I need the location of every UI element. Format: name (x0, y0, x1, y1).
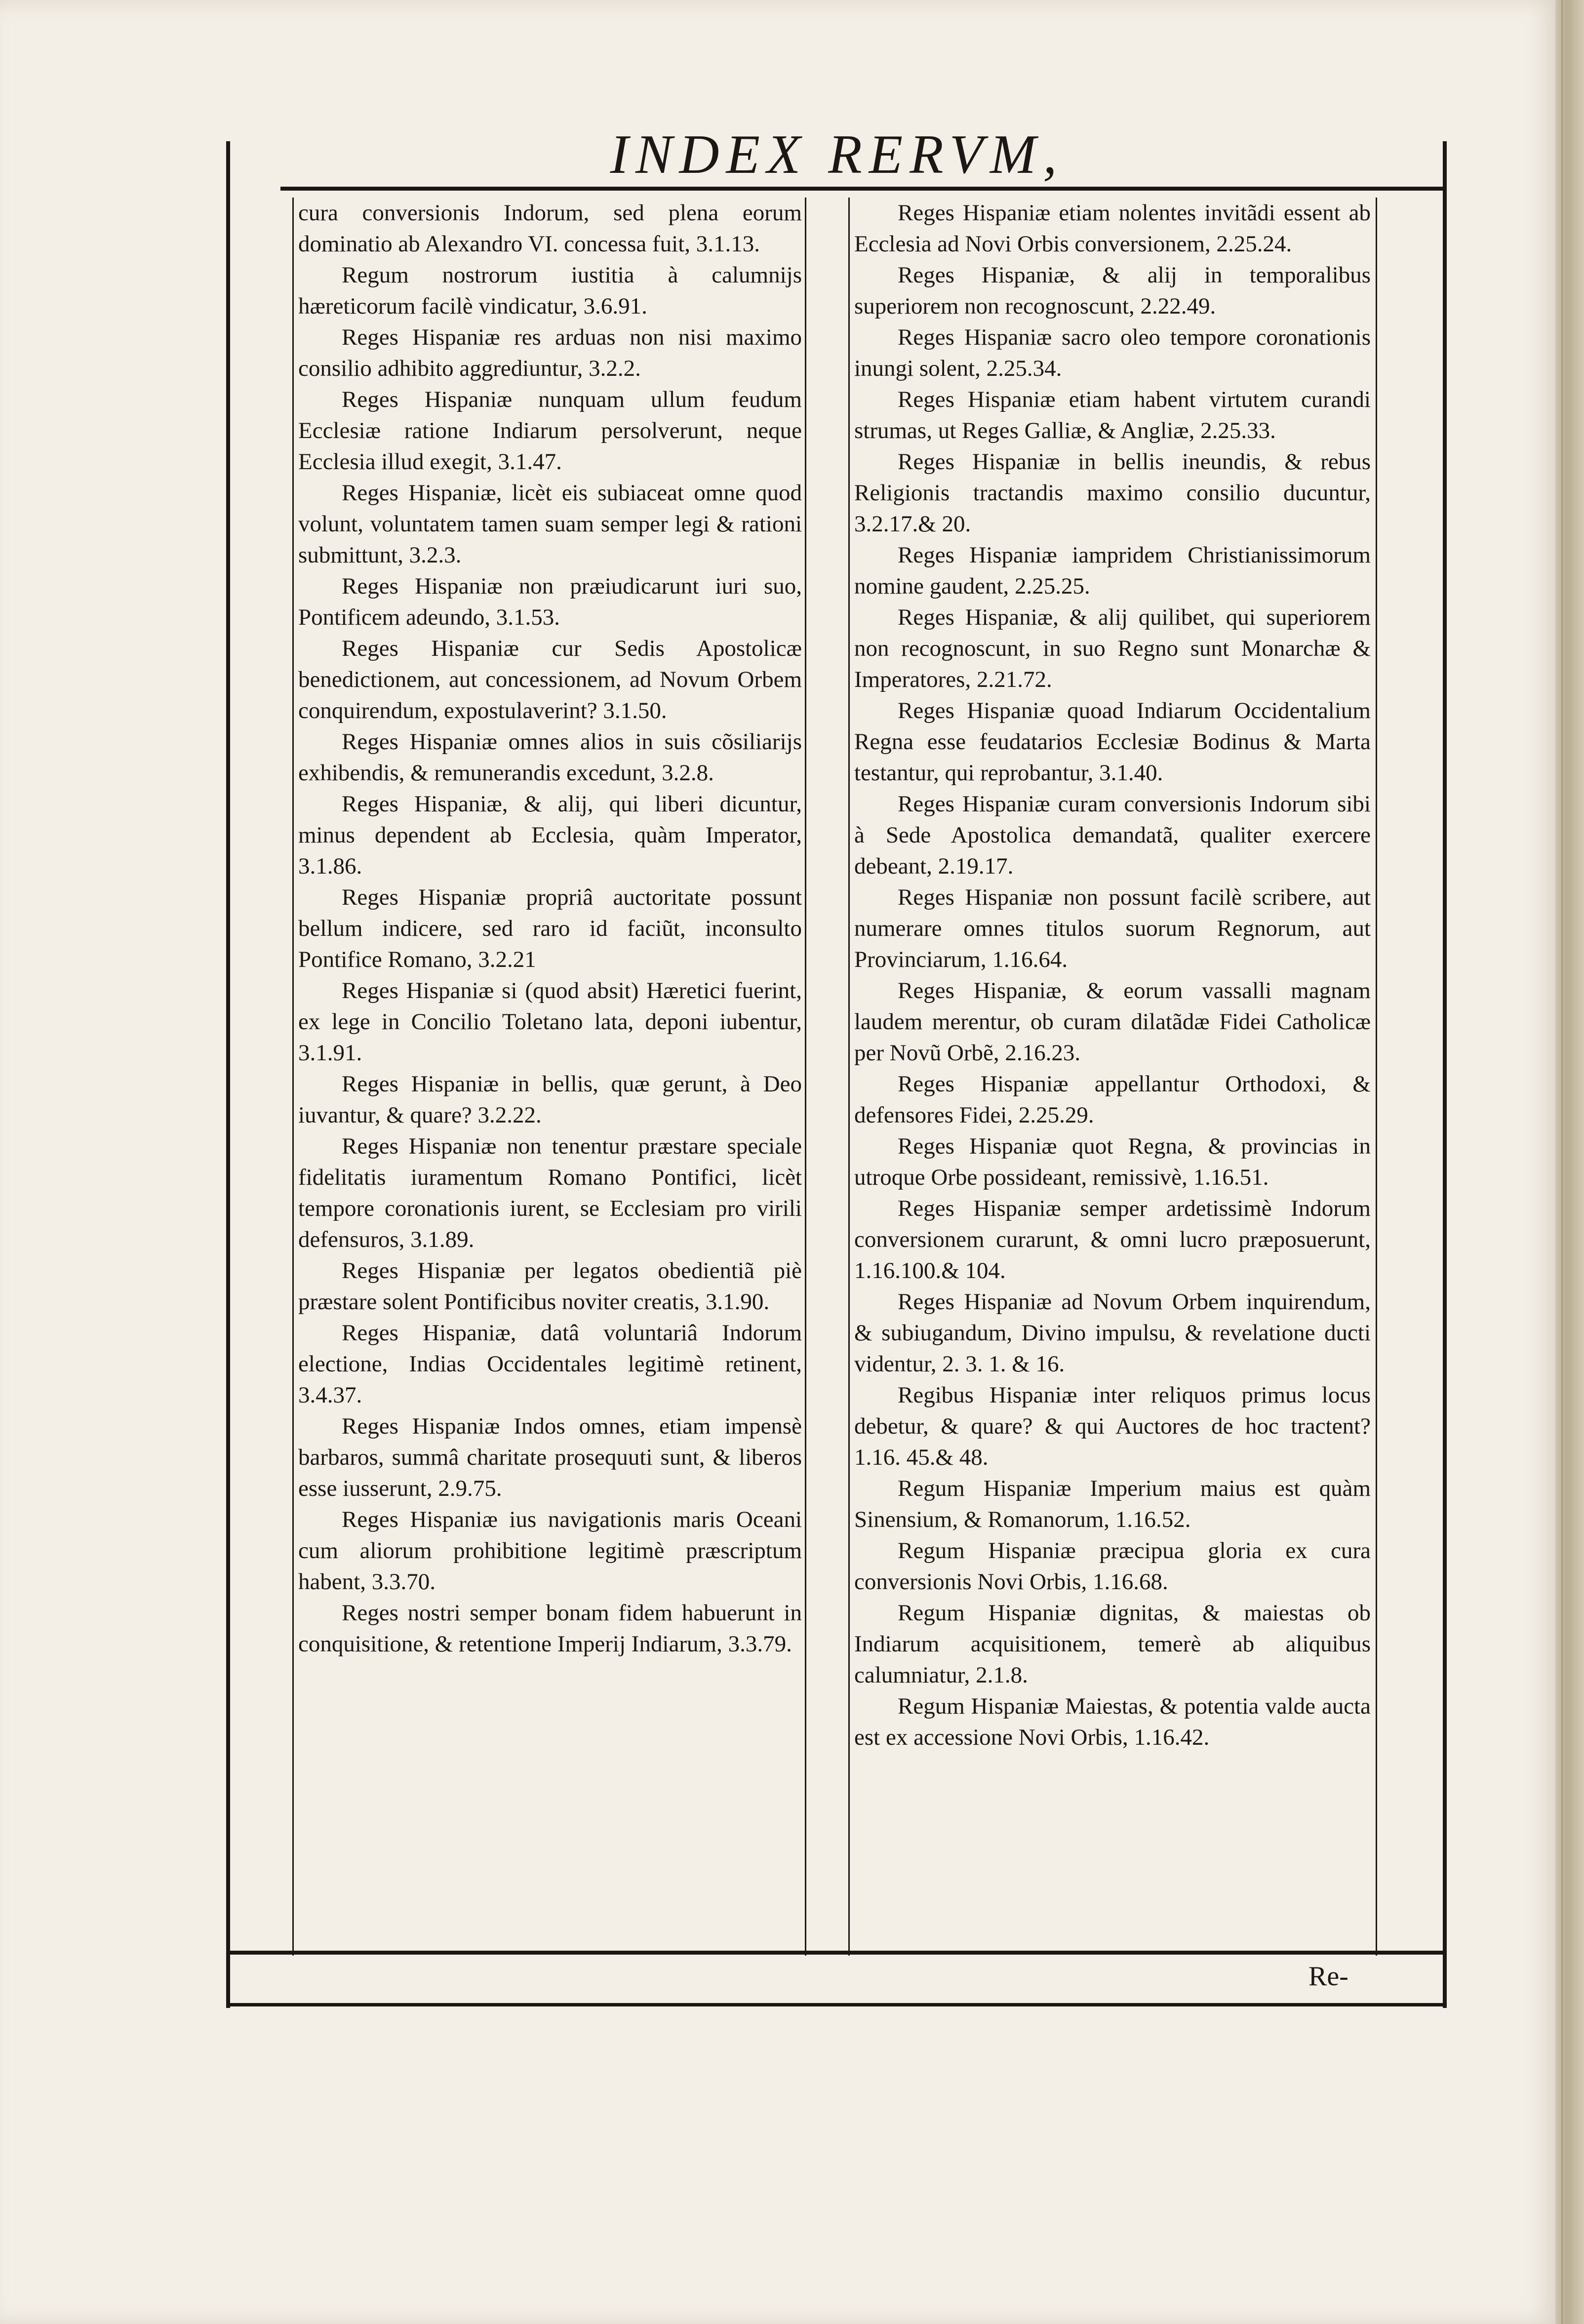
index-entry: Reges Hispaniæ propriâ auctoritate possunt bellum indicere, sed raro id faciũt, inconsulto Pontifice Romano, 3.2.21 (298, 884, 802, 972)
index-entry: Reges Hispaniæ non præiudicarunt iuri suo, Pontificem adeundo, 3.1.53. (298, 573, 802, 630)
index-entry: Reges Hispaniæ etiam nolentes invitãdi essent ab Ecclesia ad Novi Orbis conversionem, 2.25.24. (854, 200, 1371, 257)
index-entry: Reges Hispaniæ, licèt eis subiaceat omne quod volunt, voluntatem tamen suam semper legi & rationi submittunt, 3.2.3. (298, 480, 802, 568)
index-entry: Reges Hispaniæ semper ardetissimè Indorum conversionem curarunt, & omni lucro præposuerunt, 1.16.100.& 104. (854, 1196, 1371, 1283)
index-entry: Reges Hispaniæ, datâ voluntariâ Indorum electione, Indias Occidentales legitimè retinent, 3.4.37. (298, 1320, 802, 1408)
index-entry: Regum Hispaniæ Maiestas, & potentia valde aucta est ex accessione Novi Orbis, 1.16.42. (854, 1693, 1371, 1750)
index-entry: Reges Hispaniæ ius navigationis maris Oceani cum aliorum prohibitione legitimè præscriptum habent, 3.3.70. (298, 1507, 802, 1595)
frame-bottom-rule (226, 1951, 1447, 1955)
frame-right-rule (1443, 141, 1447, 2008)
index-entry: Reges Hispaniæ, & alij quilibet, qui superiorem non recognoscunt, in suo Regno sunt Monarchæ & Imperatores, 2.21.72. (854, 604, 1371, 692)
index-entry: Reges Hispaniæ omnes alios in suis cõsiliarijs exhibendis, & remunerandis excedunt, 3.2.8. (298, 729, 802, 786)
index-entry: Reges Hispaniæ Indos omnes, etiam impensè barbaros, summâ charitate prosequuti sunt, & liberos esse iusserunt, 2.9.75. (298, 1413, 802, 1501)
index-entry: Regum nostrorum iustitia à calumnijs hæreticorum facilè vindicatur, 3.6.91. (298, 262, 802, 319)
index-entry: Reges Hispaniæ appellantur Orthodoxi, & defensores Fidei, 2.25.29. (854, 1071, 1371, 1128)
frame-left-rule (226, 141, 230, 2008)
left-column-right-rule (805, 198, 806, 1956)
index-entry: Reges Hispaniæ res arduas non nisi maximo consilio adhibito aggrediuntur, 3.2.2. (298, 324, 802, 381)
index-entry: Reges Hispaniæ in bellis, quæ gerunt, à Deo iuvantur, & quare? 3.2.22. (298, 1071, 802, 1128)
index-entry: cura conversionis Indorum, sed plena eorum dominatio ab Alexandro VI. concessa fuit, 3.1.13. (298, 200, 802, 257)
index-entry: Reges Hispaniæ etiam habent virtutem curandi strumas, ut Reges Galliæ, & Angliæ, 2.25.33. (854, 387, 1371, 443)
right-column (854, 198, 1371, 1946)
index-entry: Reges Hispaniæ nunquam ullum feudum Ecclesiæ ratione Indiarum persolverunt, neque Ecclesia illud exegit, 3.1.47. (298, 387, 802, 475)
index-entry: Reges Hispaniæ sacro oleo tempore coronationis inungi solent, 2.25.34. (854, 324, 1371, 381)
index-entry: Reges Hispaniæ, & eorum vassalli magnam laudem merentur, ob curam dilatãdæ Fidei Catholicæ per Novũ Orbẽ, 2.16.23. (854, 978, 1371, 1066)
running-head-title: INDEX RERVM, (610, 124, 1064, 185)
index-entry: Reges Hispaniæ quot Regna, & provincias in utroque Orbe possideant, remissivè, 1.16.51. (854, 1133, 1371, 1190)
index-entry: Reges Hispaniæ curam conversionis Indorum sibi à Sede Apostolica demandatã, qualiter exercere debeant, 2.19.17. (854, 791, 1371, 879)
index-entry: Reges Hispaniæ ad Novum Orbem inquirendum, & subiugandum, Divino impulsu, & revelatione ducti videntur, 2. 3. 1. & 16. (854, 1289, 1371, 1377)
right-column-left-rule (848, 198, 850, 1956)
left-column (298, 198, 802, 1946)
index-entry: Reges Hispaniæ, & alij, qui liberi dicuntur, minus dependent ab Ecclesia, quàm Imperator, 3.1.86. (298, 791, 802, 879)
index-entry: Reges Hispaniæ non possunt facilè scribere, aut numerare omnes titulos suorum Regnorum, aut Provinciarum, 1.16.64. (854, 884, 1371, 972)
index-entry: Reges Hispaniæ non tenentur præstare speciale fidelitatis iuramentum Romano Pontifici, licèt tempore coronationis iurent, se Ecclesiam pro virili defensuros, 3.1.89. (298, 1133, 802, 1252)
index-entry: Regibus Hispaniæ inter reliquos primus locus debetur, & quare? & qui Auctores de hoc tractent? 1.16. 45.& 48. (854, 1382, 1371, 1470)
index-entry: Reges Hispaniæ cur Sedis Apostolicæ benedictionem, aut concessionem, ad Novum Orbem conquirendum, expostulaverint? 3.1.50. (298, 636, 802, 723)
index-entry: Reges nostri semper bonam fidem habuerunt in conquisitione, & retentione Imperij Indiarum, 3.3.79. (298, 1600, 802, 1657)
index-entry: Regum Hispaniæ præcipua gloria ex cura conversionis Novi Orbis, 1.16.68. (854, 1538, 1371, 1595)
index-entry: Regum Hispaniæ dignitas, & maiestas ob Indiarum acquisitionem, temerè ab aliquibus calumniatur, 2.1.8. (854, 1600, 1371, 1688)
left-column-left-rule (292, 198, 294, 1956)
index-entry: Reges Hispaniæ per legatos obedientiã piè præstare solent Pontificibus noviter creatis, 3.1.90. (298, 1258, 802, 1315)
header-rule (280, 187, 1446, 191)
right-column-right-rule (1376, 198, 1377, 1956)
index-entry: Reges Hispaniæ quoad Indiarum Occidentalium Regna esse feudatarios Ecclesiæ Bodinus & Marta testantur, qui reprobantur, 3.1.40. (854, 698, 1371, 786)
index-entry: Reges Hispaniæ in bellis ineundis, & rebus Religionis tractandis maximo consilio ducuntur, 3.2.17.& 20. (854, 449, 1371, 537)
catchword: Re- (1308, 1961, 1348, 1992)
index-entry: Regum Hispaniæ Imperium maius est quàm Sinensium, & Romanorum, 1.16.52. (854, 1476, 1371, 1532)
index-entry: Reges Hispaniæ si (quod absit) Hæretici fuerint, ex lege in Concilio Toletano lata, deponi iubentur, 3.1.91. (298, 978, 802, 1066)
running-head (227, 122, 1447, 187)
frame-bottom-rule-outer (226, 2003, 1447, 2006)
page-edge (1555, 0, 1584, 2324)
index-entry: Reges Hispaniæ, & alij in temporalibus superiorem non recognoscunt, 2.22.49. (854, 262, 1371, 319)
index-entry: Reges Hispaniæ iampridem Christianissimorum nomine gaudent, 2.25.25. (854, 542, 1371, 599)
